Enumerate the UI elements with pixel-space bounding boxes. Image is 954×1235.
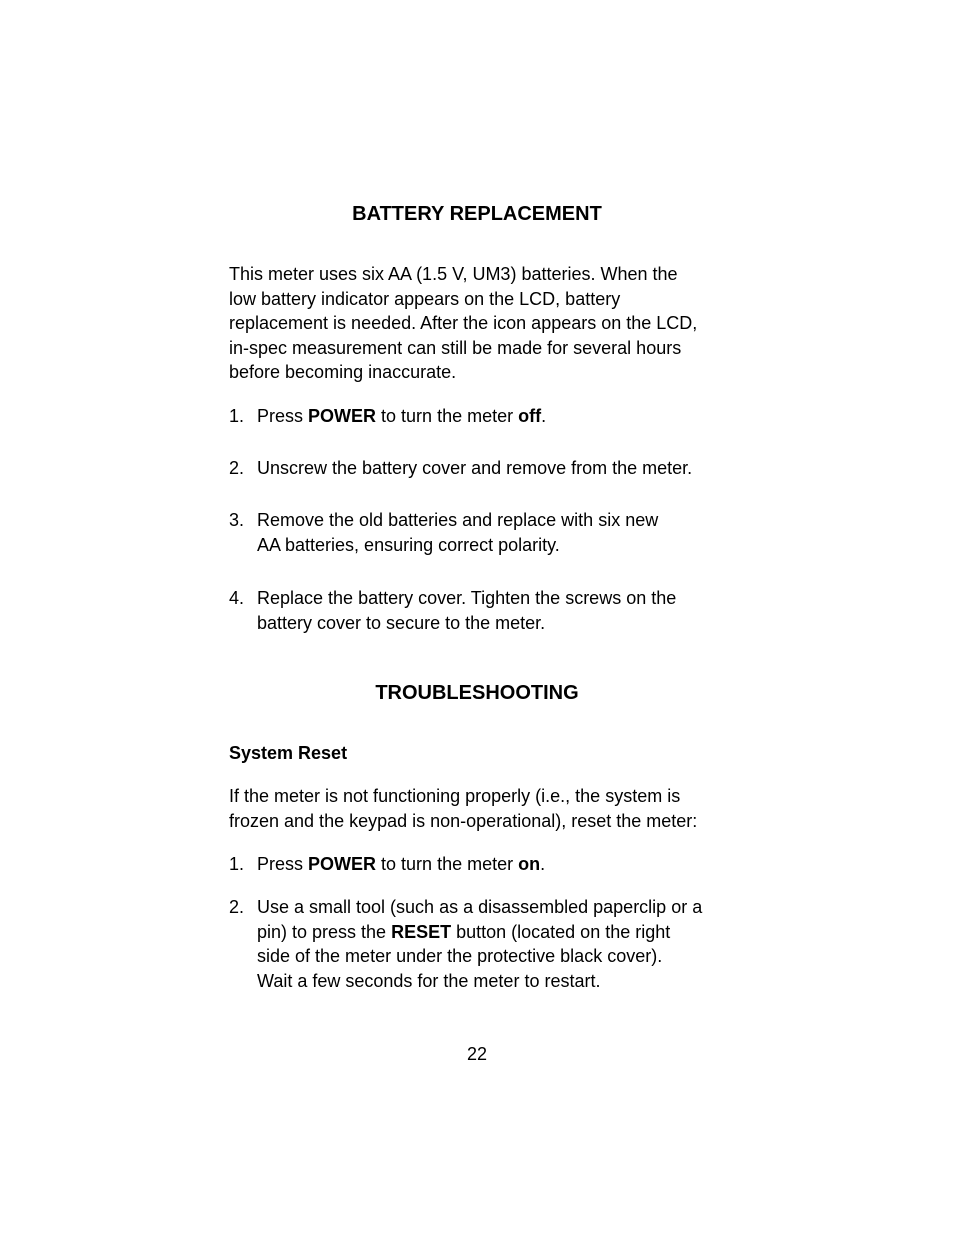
troubleshooting-intro-paragraph	[229, 784, 729, 833]
troubleshooting-intro-line: If the meter is not functioning properly (i.e., the system is	[229, 786, 681, 806]
step-text: Replace the battery cover. Tighten the screws on the battery cover to secure to the meter.	[257, 588, 677, 633]
off-state-label: off	[518, 406, 542, 426]
battery-step-1	[229, 404, 729, 429]
battery-step-2	[229, 456, 729, 481]
system-reset-subheading: System Reset	[229, 743, 348, 763]
step-text: Unscrew the battery cover and remove from the meter.	[257, 458, 693, 478]
battery-intro-line: in-spec measurement can still be made for several hours	[229, 337, 682, 358]
step-text: Press POWER to turn the meter on.	[257, 854, 546, 874]
step-number: 1.	[229, 854, 245, 874]
step-text: Use a small tool (such as a disassembled paperclip or a pin) to press the RESET button (located on the right side of the meter under the protective black cover). Wait a few seconds for the meter to restart.	[257, 897, 703, 991]
reset-button-label: RESET	[391, 921, 452, 942]
step-number: 2.	[229, 897, 245, 917]
battery-intro-paragraph	[229, 262, 729, 385]
power-key-label: POWER	[308, 406, 377, 426]
power-key-label: POWER	[308, 854, 377, 874]
reset-step-2	[229, 895, 729, 993]
reset-step-1	[229, 852, 729, 877]
step-number: 3.	[229, 510, 245, 530]
troubleshooting-heading: TROUBLESHOOTING	[375, 682, 579, 704]
battery-replacement-heading: BATTERY REPLACEMENT	[352, 203, 602, 225]
step-text: Press POWER to turn the meter off.	[257, 406, 547, 426]
battery-intro-line: replacement is needed. After the icon appears on the LCD,	[229, 313, 698, 333]
battery-step-4	[229, 586, 729, 635]
step-text: Remove the old batteries and replace with six new AA batteries, ensuring correct polarity.	[257, 510, 659, 555]
step-number: 2.	[229, 458, 245, 478]
step-number: 4.	[229, 588, 245, 608]
battery-intro-line: low battery indicator appears on the LCD, battery	[229, 288, 621, 309]
on-state-label: on	[518, 854, 541, 874]
battery-intro-line: This meter uses six AA (1.5 V, UM3) batteries. When the	[229, 264, 678, 284]
troubleshooting-intro-line: frozen and the keypad is non-operational), reset the meter:	[229, 810, 698, 831]
page-number: 22	[466, 1044, 488, 1064]
battery-intro-line: before becoming inaccurate.	[229, 362, 457, 382]
step-number: 1.	[229, 406, 245, 426]
battery-step-3	[229, 508, 729, 557]
